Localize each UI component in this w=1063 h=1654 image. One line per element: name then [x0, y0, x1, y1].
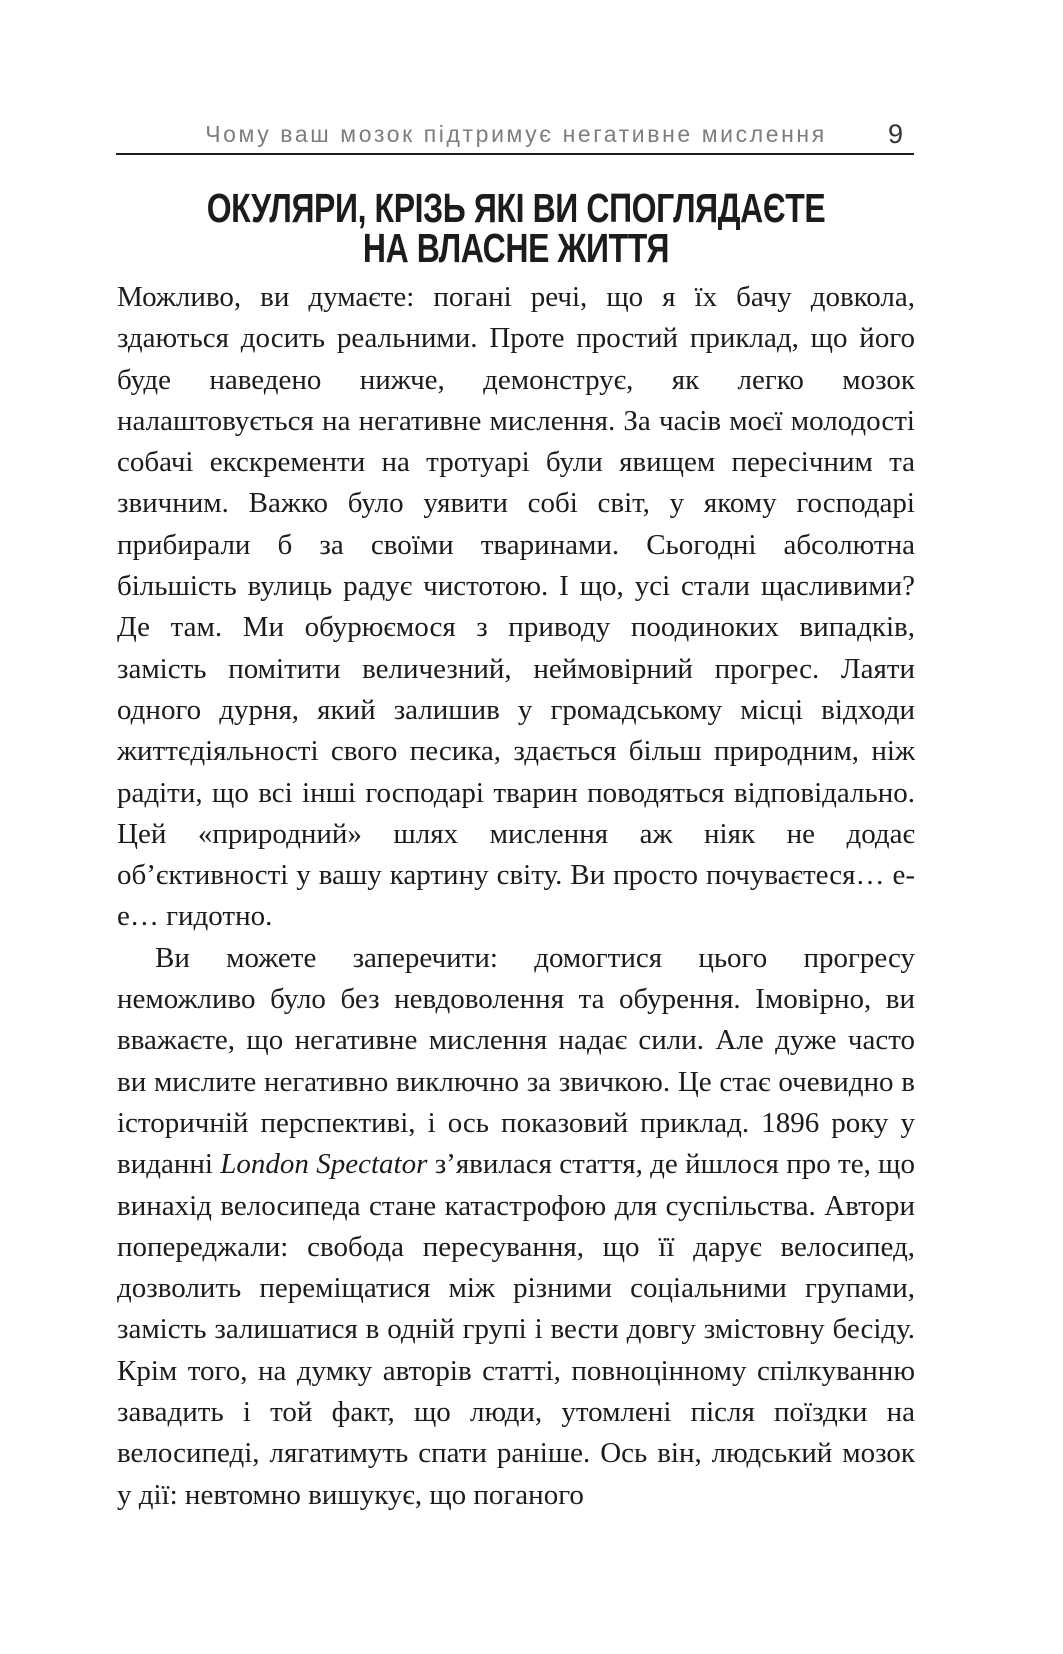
page-number: 9: [887, 119, 903, 149]
paragraph-2: [117, 938, 915, 1516]
body-text: [117, 277, 915, 1516]
paragraph-2-text-before: Ви можете заперечити: домогтися цього прогресу неможливо було без невдоволення та обурення. Імовірно, ви вважаєте, що негативне мислення надає сили. Але дуже часто ви мислите негативно виключно за звичкою. Це стає очевидно в історичній перспективі, і ось показовий приклад. 1896 року у виданні: [117, 941, 915, 1181]
publication-name: London Spectator: [220, 1148, 428, 1181]
page-header: [117, 121, 915, 153]
paragraph-2-text-after: з’явилася стаття, де йшлося про те, що винахід велосипеда стане катастрофою для суспільства. Автори попереджали: свобода пересування, що її дарує велосипед, дозволить переміщатися між різними соціальними групами, замість залишатися в одній групі і вести довгу змістовну бесіду. Крім того, на думку авторів статті, повноцінному спілкуванню завадить і той факт, що люди, утомлені після поїздки на велосипеді, лягатимуть спати раніше. Ось він, людський мозок у дії: невтомно вишукує, що поганого: [117, 1148, 915, 1511]
paragraph-1-text: Можливо, ви думаєте: погані речі, що я їх бачу довкола, здаються досить реальними. Проте простий приклад, що його буде наведено нижче, демонструє, як легко мозок налаштовується на негативне мислення. За часів моєї молодості собачі екскременти на тротуарі були явищем пересічним та звичним. Важко було уявити собі світ, у якому господарі прибирали б за своїми тваринами. Сьогодні абсолютна більшість вулиць радує чистотою. І що, усі стали щасливими? Де там. Ми обурюємося з приводу поодиноких випадків, замість помітити величезний, неймовірний прогрес. Лаяти одного дурня, який залишив у громадському місці відходи життєдіяльності свого песика, здається більш природним, ніж радіти, що всі інші господарі тварин поводяться відповідально. Цей «природний» шлях мислення аж ніяк не додає об’єктивності у вашу картину світу. Ви просто почуваєтеся… е-е… гидотно.: [117, 281, 915, 933]
section-heading-line1: ОКУЛЯРИ, КРІЗЬ ЯКІ ВИ СПОГЛЯДАЄТЕ: [206, 185, 826, 231]
paragraph-1: [117, 277, 915, 938]
section-heading: [117, 185, 915, 271]
running-title: Чому ваш мозок підтримує негативне мислення: [205, 121, 827, 147]
section-heading-line2: НА ВЛАСНЕ ЖИТТЯ: [362, 225, 670, 271]
header-rule: [116, 153, 914, 155]
